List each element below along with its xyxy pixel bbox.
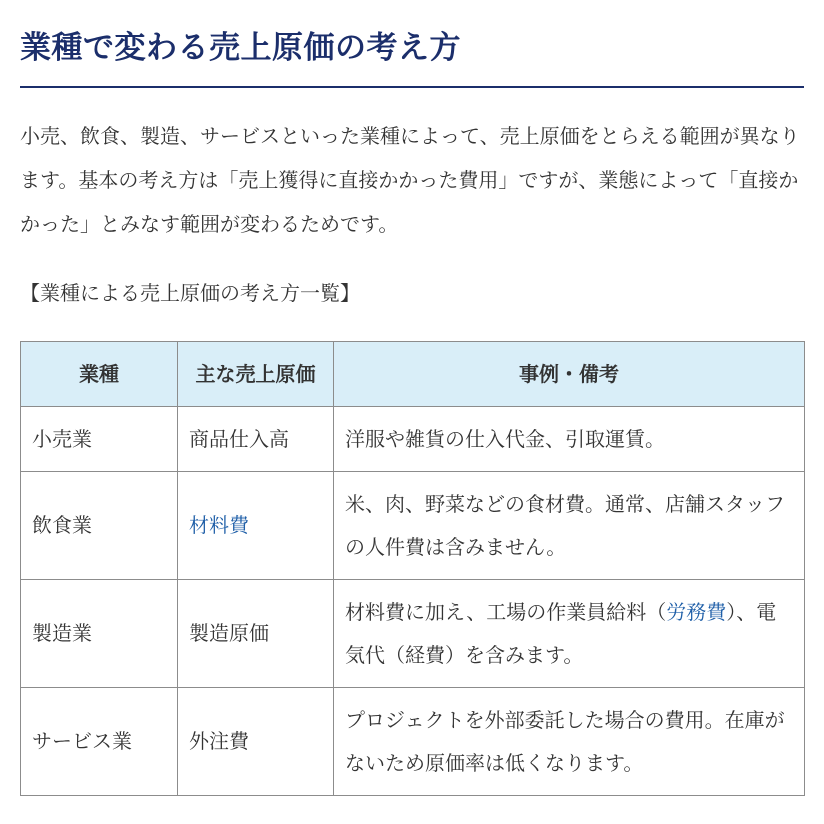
cell-industry: 製造業	[21, 580, 178, 688]
cell-industry: 小売業	[21, 407, 178, 472]
table-row	[21, 580, 805, 688]
cell-industry: サービス業	[21, 688, 178, 796]
section-heading: 業種で変わる売上原価の考え方	[20, 30, 461, 66]
table-caption: 【業種による売上原価の考え方一覧】	[20, 281, 360, 305]
heading-underline	[20, 86, 804, 88]
cell-example-notes: 洋服や雑貨の仕入代金、引取運賃。	[334, 407, 805, 472]
note-text-after: ）、電気代（経費）を含みます。	[345, 599, 777, 667]
header-industry: 業種	[21, 342, 178, 407]
table-row	[21, 407, 805, 472]
cell-main-cost: 商品仕入高	[178, 407, 334, 472]
header-main-cost: 主な売上原価	[178, 342, 334, 407]
cell-main-cost	[178, 472, 334, 580]
table-row	[21, 472, 805, 580]
cell-industry: 飲食業	[21, 472, 178, 580]
header-example-notes: 事例・備考	[334, 342, 805, 407]
table-row	[21, 688, 805, 796]
intro-paragraph: 小売、飲食、製造、サービスといった業種によって、売上原価をとらえる範囲が異なります。基本の考え方は「売上獲得に直接かかった費用」ですが、業態によって「直接かかった」とみなす範囲が変わるためです。	[20, 124, 800, 236]
cell-main-cost: 製造原価	[178, 580, 334, 688]
table-header-row	[21, 342, 805, 407]
cell-example-notes	[334, 580, 805, 688]
cell-example-notes: 米、肉、野菜などの食材費。通常、店舗スタッフの人件費は含みません。	[334, 472, 805, 580]
cell-example-notes: プロジェクトを外部委託した場合の費用。在庫がないため原価率は低くなります。	[334, 688, 805, 796]
note-text-before: 材料費に加え、工場の作業員給料（	[345, 599, 667, 624]
cell-main-cost: 外注費	[178, 688, 334, 796]
material-cost-link[interactable]: 材料費	[189, 513, 249, 537]
cost-of-sales-table	[20, 341, 805, 796]
labor-cost-link[interactable]: 労務費	[666, 599, 727, 624]
